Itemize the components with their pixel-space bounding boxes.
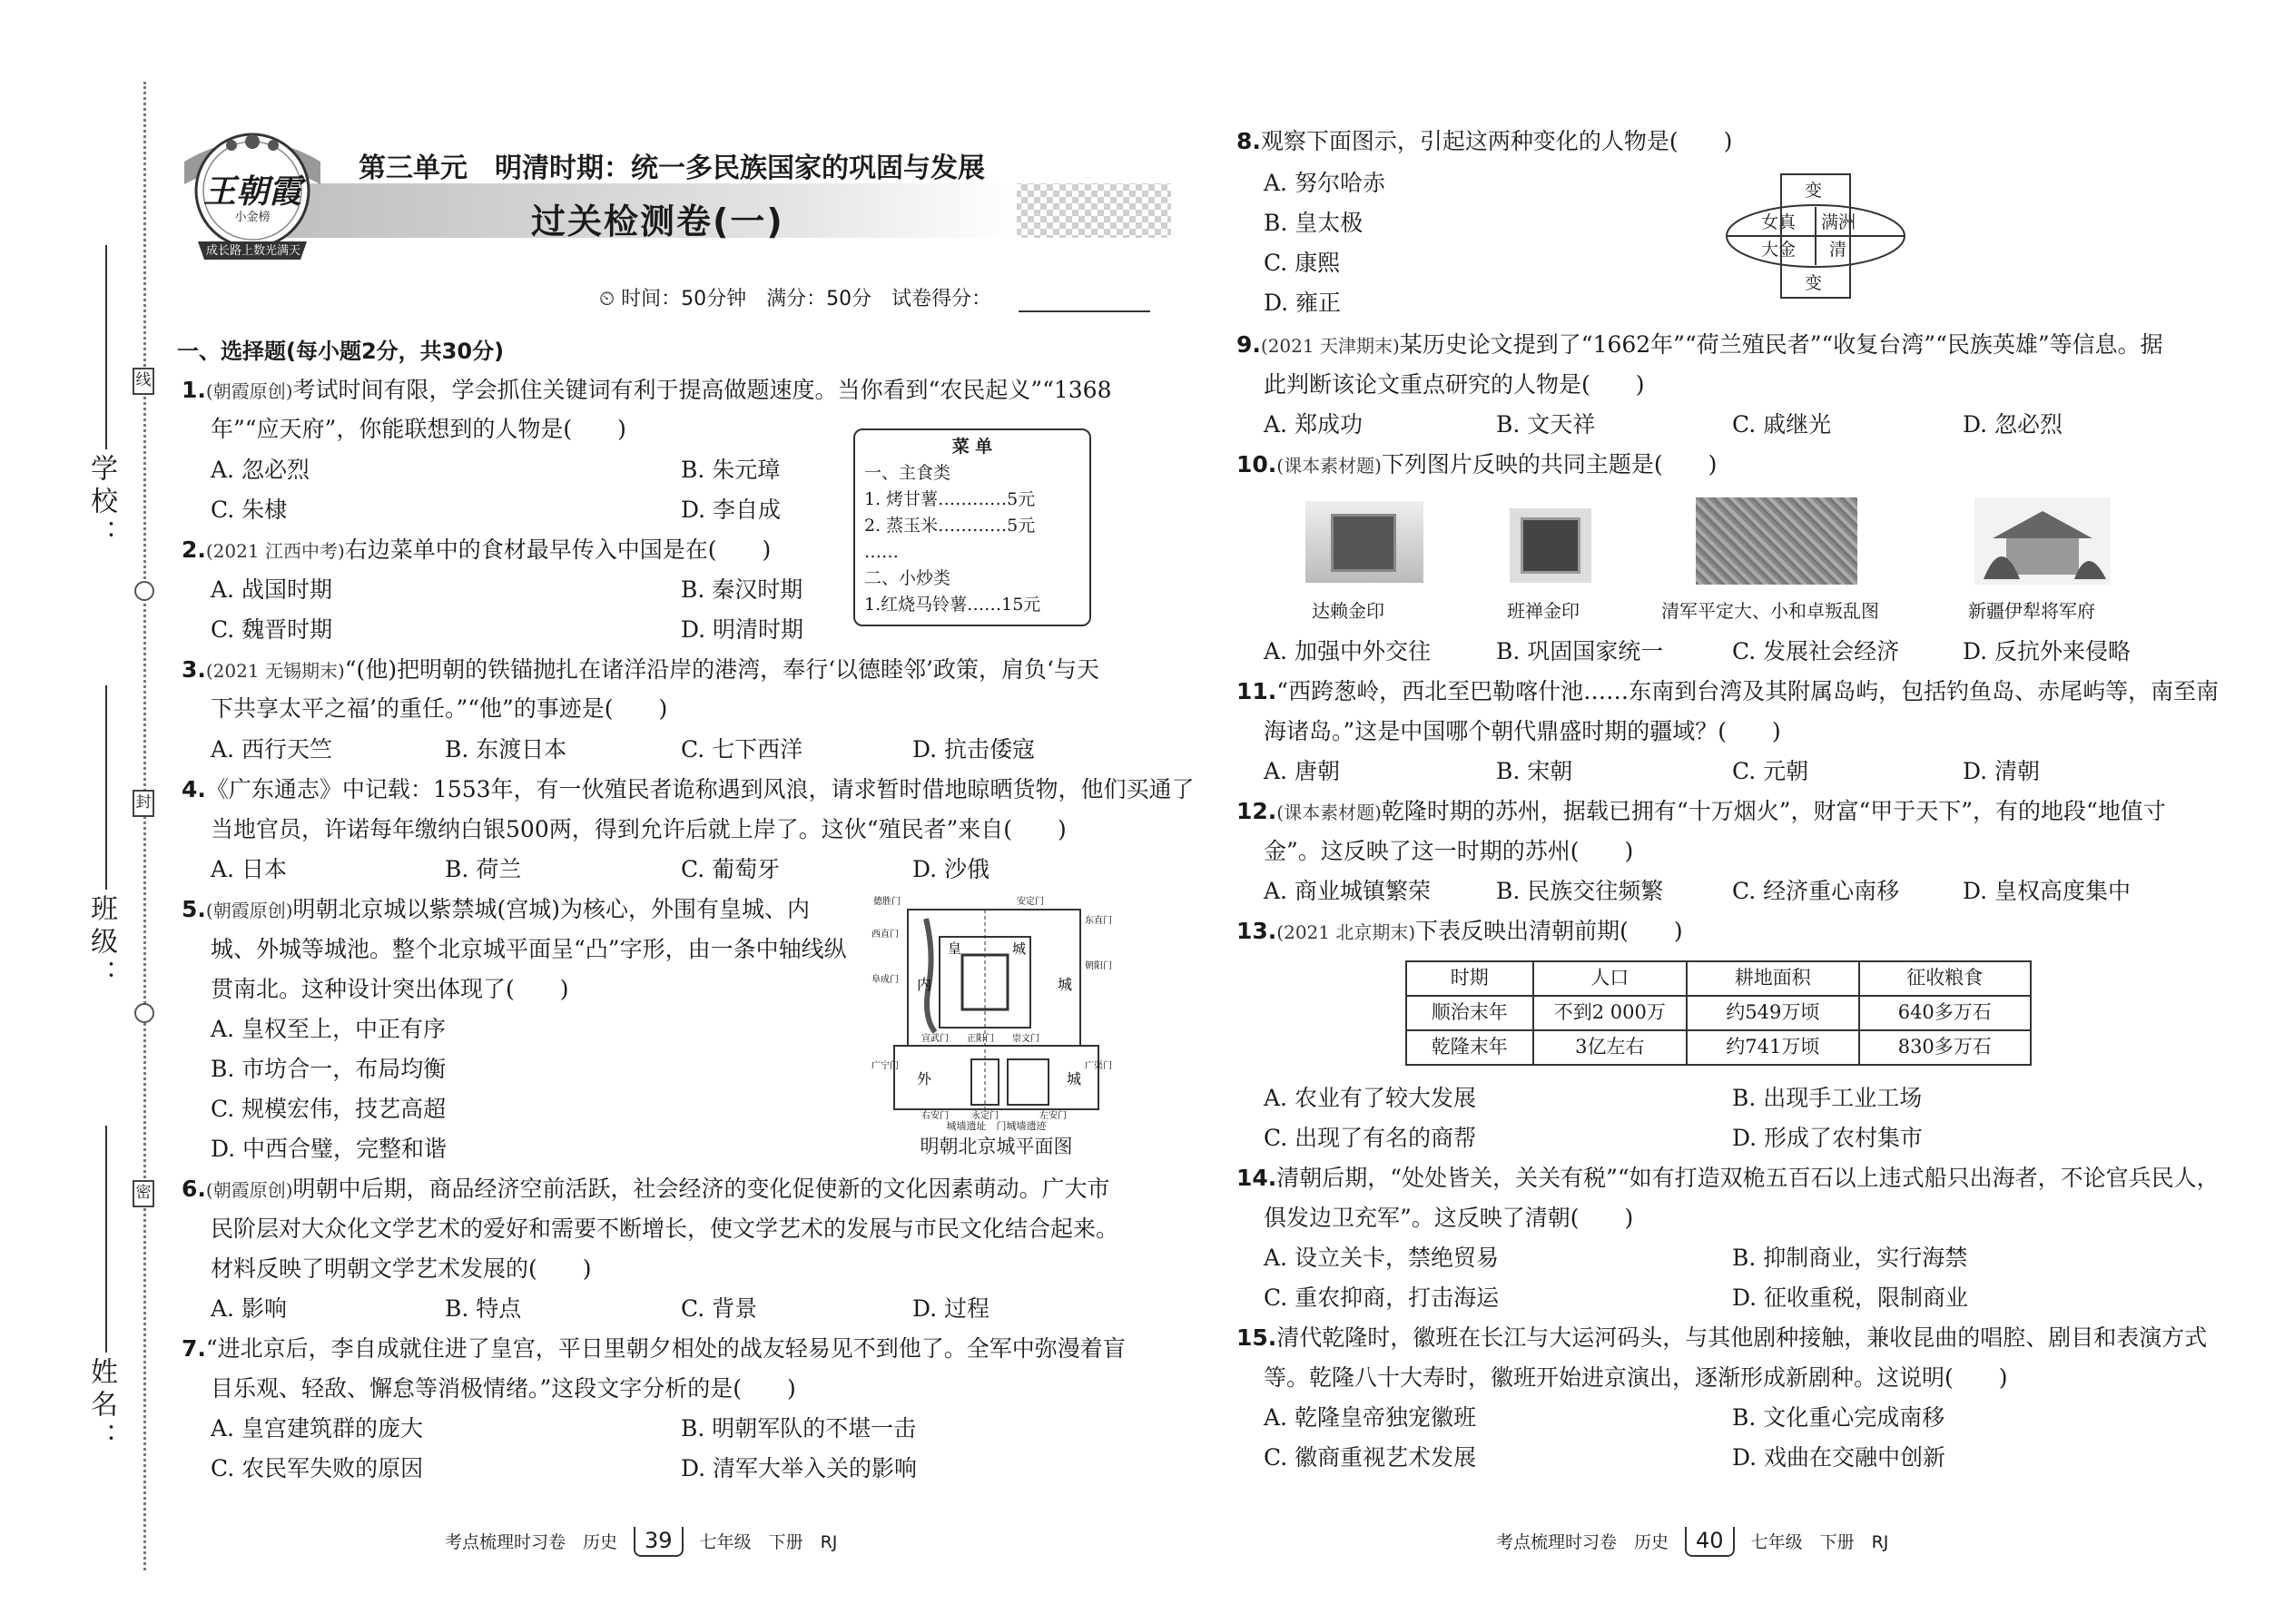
question-11 bbox=[1236, 677, 2219, 707]
logo-motto-right: 数光满天 bbox=[253, 244, 301, 258]
svg-text:城: 城 bbox=[1067, 1070, 1082, 1088]
svg-text:内: 内 bbox=[917, 976, 932, 993]
cut-line bbox=[143, 82, 146, 1570]
option-b[interactable]: B. 文天祥 bbox=[1496, 411, 1596, 438]
option-c[interactable]: C. 戚继光 bbox=[1732, 411, 1832, 438]
question-text-cont: 年”“应天府”，你能联想到的人物是( ) bbox=[211, 416, 626, 442]
question-text: 明朝北京城以紫禁城(宫城)为核心，外围有皇城、内 bbox=[292, 896, 811, 922]
option-b[interactable]: B. 荷兰 bbox=[445, 856, 522, 882]
question-number: 5. bbox=[182, 896, 206, 922]
option-b[interactable]: B. 特点 bbox=[445, 1295, 522, 1322]
option-c[interactable]: C. 发展社会经济 bbox=[1732, 638, 1900, 664]
question-text-cont: 金”。这反映了这一时期的苏州( ) bbox=[1264, 838, 1634, 864]
svg-text:宣武门: 宣武门 bbox=[921, 1034, 949, 1044]
name-label: 姓名： bbox=[85, 1357, 117, 1455]
map-legend: 城墙遗址 门城墙遗迹 bbox=[946, 1120, 1047, 1132]
svg-text:东直门: 东直门 bbox=[1085, 916, 1112, 926]
question-6 bbox=[182, 1175, 1110, 1205]
option-a[interactable]: A. 日本 bbox=[211, 856, 287, 882]
table-cell: 顺治末年 bbox=[1406, 996, 1533, 1030]
option-d[interactable]: D. 形成了农村集市 bbox=[1732, 1125, 1924, 1151]
question-text: 乾隆时期的苏州，据载已拥有“十万烟火”，财富“甲于天下”，有的地段“地值寸 bbox=[1381, 798, 2166, 824]
option-d[interactable]: D. 过程 bbox=[912, 1295, 990, 1322]
option-c[interactable]: C. 康熙 bbox=[1264, 250, 1341, 276]
question-source: (2021 无锡期末) bbox=[205, 660, 345, 682]
question-text: 明朝中后期，商品经济空前活跃，社会经济的变化促使新的文化因素萌动。广大市 bbox=[292, 1176, 1110, 1202]
question-number: 2. bbox=[182, 536, 206, 563]
table-row bbox=[1406, 1030, 2031, 1065]
option-d[interactable]: D. 沙俄 bbox=[912, 856, 990, 882]
question-14 bbox=[1236, 1164, 2220, 1194]
diagram-cell: 大金 bbox=[1761, 240, 1797, 260]
unit-title: 第三单元 明清时期：统一多民族国家的巩固与发展 bbox=[359, 153, 985, 184]
menu-title: 菜 单 bbox=[951, 437, 993, 457]
option-d[interactable]: D. 抗击倭寇 bbox=[912, 736, 1036, 763]
section-heading: 一、选择题(每小题2分，共30分) bbox=[177, 339, 505, 364]
test-meta bbox=[599, 287, 991, 313]
option-d[interactable]: D. 戏曲在交融中创新 bbox=[1732, 1444, 1946, 1471]
menu-line: 1. 烤甘薯…………5元 bbox=[864, 489, 1036, 509]
svg-text:城: 城 bbox=[1012, 940, 1027, 957]
question-text-cont: 当地官员，许诺每年缴纳白银500两，得到允许后就上岸了。这伙“殖民者”来自( ) bbox=[211, 816, 1067, 842]
menu-line: 二、小炒类 bbox=[864, 568, 951, 588]
option-d[interactable]: D. 李自成 bbox=[681, 497, 782, 523]
question-10 bbox=[1236, 450, 1717, 480]
svg-text:永定门: 永定门 bbox=[971, 1111, 999, 1120]
map-caption: 明朝北京城平面图 bbox=[920, 1136, 1073, 1157]
question-text: 清朝后期，“处处皆关，关关有税”“如有打造双桅五百石以上违式船只出海者，不论官兵民人， bbox=[1276, 1165, 2220, 1191]
option-d[interactable]: D. 明清时期 bbox=[681, 616, 804, 643]
footer-grade: 七年级 下册 RJ bbox=[1750, 1532, 1889, 1552]
logo-sub: 小金榜 bbox=[234, 211, 271, 224]
question-text: 下表反映出清朝前期( ) bbox=[1415, 918, 1683, 944]
test-meta-text: 时间：50分钟 满分：50分 试卷得分： bbox=[621, 288, 992, 310]
option-b[interactable]: B. 抑制商业，实行海禁 bbox=[1732, 1245, 1968, 1271]
option-a[interactable]: A. 农业有了较大发展 bbox=[1264, 1085, 1476, 1111]
question-12 bbox=[1236, 797, 2166, 827]
class-label: 班级： bbox=[85, 894, 117, 992]
question-number: 8. bbox=[1236, 128, 1261, 154]
question-number: 11. bbox=[1236, 678, 1277, 704]
question-4 bbox=[182, 775, 1195, 805]
question-7 bbox=[182, 1334, 1126, 1364]
option-c[interactable]: C. 葡萄牙 bbox=[681, 856, 781, 882]
svg-text:广渠门: 广渠门 bbox=[1085, 1061, 1112, 1071]
svg-text:阜成门: 阜成门 bbox=[871, 975, 899, 985]
photo-panchen-seal bbox=[1510, 508, 1591, 583]
option-d[interactable]: D. 忽必烈 bbox=[1963, 411, 2063, 438]
option-a[interactable]: A. 加强中外交往 bbox=[1264, 638, 1431, 664]
question-text-cont: 目乐观、轻敌、懈怠等消极情绪。”这段文字分析的是( ) bbox=[211, 1375, 796, 1402]
svg-text:左安门: 左安门 bbox=[1039, 1111, 1067, 1120]
option-a[interactable]: A. 忽必烈 bbox=[211, 457, 310, 483]
question-text-cont: 下共享太平之福’的重任。”“他”的事迹是( ) bbox=[211, 695, 668, 722]
svg-text:德胜门: 德胜门 bbox=[873, 897, 901, 907]
question-number: 12. bbox=[1236, 798, 1277, 824]
footer-grade: 七年级 下册 RJ bbox=[699, 1532, 838, 1552]
option-a[interactable]: A. 战国时期 bbox=[211, 576, 332, 603]
binding-hole bbox=[134, 581, 154, 601]
svg-text:外: 外 bbox=[917, 1070, 932, 1088]
menu-line: 1.红烧马铃薯……15元 bbox=[864, 595, 1041, 615]
page-number: 39 bbox=[634, 1527, 684, 1557]
option-a[interactable]: A. 商业城镇繁荣 bbox=[1264, 878, 1431, 904]
question-text-cont: 等。乾隆八十大寿时，徽班开始进京演出，逐渐形成新剧种。这说明( ) bbox=[1264, 1364, 2008, 1391]
question-text: 右边菜单中的食材最早传入中国是在( ) bbox=[344, 536, 772, 563]
svg-text:安定门: 安定门 bbox=[1017, 897, 1044, 907]
table-cell: 乾隆末年 bbox=[1406, 1030, 1533, 1065]
school-blank bbox=[105, 245, 107, 449]
question-text: “西跨葱岭，西北至巴勒喀什池……东南到台湾及其附属岛屿，包括钓鱼岛、赤尾屿等，南至南 bbox=[1276, 678, 2220, 704]
option-a[interactable]: A. 唐朝 bbox=[1264, 758, 1340, 784]
option-b[interactable]: B. 明朝军队的不堪一击 bbox=[681, 1415, 917, 1442]
question-text-cont: 此判断该论文重点研究的人物是( ) bbox=[1264, 371, 1645, 398]
table-cell: 830多万石 bbox=[1859, 1030, 2031, 1065]
menu-box bbox=[853, 428, 1091, 626]
option-a[interactable]: A. 影响 bbox=[211, 1295, 287, 1322]
svg-text:崇文门: 崇文门 bbox=[1012, 1034, 1039, 1044]
option-a[interactable]: A. 努尔哈赤 bbox=[1264, 170, 1385, 196]
svg-text:正阳门: 正阳门 bbox=[967, 1034, 994, 1044]
question-3 bbox=[182, 655, 1099, 685]
question-text: “进北京后，李自成就住进了皇宫，平日里朝夕相处的战友轻易见不到他了。全军中弥漫着盲 bbox=[205, 1335, 1126, 1362]
option-a[interactable]: A. 乾隆皇帝独宠徽班 bbox=[1264, 1404, 1476, 1431]
option-c[interactable]: C. 经济重心南移 bbox=[1732, 878, 1900, 904]
table-cell: 640多万石 bbox=[1859, 996, 2031, 1030]
menu-line: …… bbox=[864, 542, 899, 562]
table-header-cell: 人口 bbox=[1533, 961, 1688, 996]
option-a[interactable]: A. 郑成功 bbox=[1264, 411, 1363, 438]
question-text: 《广东通志》中记载：1553年，有一伙殖民者诡称遇到风浪，请求暂时借地晾晒货物，他们买通了 bbox=[205, 776, 1195, 802]
option-c[interactable]: C. 元朝 bbox=[1732, 758, 1809, 784]
brand-logo bbox=[166, 116, 339, 271]
option-d[interactable]: D. 清朝 bbox=[1963, 758, 2041, 784]
svg-text:右安门: 右安门 bbox=[921, 1111, 949, 1120]
menu-line: 一、主食类 bbox=[864, 463, 951, 483]
table-row bbox=[1406, 996, 2031, 1030]
question-text-cont: 海诸岛。”这是中国哪个朝代鼎盛时期的疆域？( ) bbox=[1264, 718, 1781, 744]
question-text-cont: 俱发边卫充军”。这反映了清朝( ) bbox=[1264, 1205, 1634, 1231]
question-number: 13. bbox=[1236, 918, 1277, 944]
question-text-cont: 民阶层对大众化文学艺术的爱好和需要不断增长，使文学艺术的发展与市民文化结合起来。 bbox=[211, 1216, 1119, 1242]
question-source: (2021 天津期末) bbox=[1260, 335, 1400, 357]
option-b[interactable]: B. 宋朝 bbox=[1496, 758, 1573, 784]
photo-caption: 新疆伊犁将军府 bbox=[1968, 600, 2095, 622]
question-source: (朝霞原创) bbox=[205, 380, 293, 402]
question-number: 6. bbox=[182, 1176, 206, 1202]
question-text: 考试时间有限，学会抓住关键词有利于提高做题速度。当你看到“农民起义”“1368 bbox=[292, 377, 1112, 403]
option-b[interactable]: B. 巩固国家统一 bbox=[1496, 638, 1664, 664]
option-b[interactable]: B. 东渡日本 bbox=[445, 736, 567, 763]
option-c[interactable]: C. 七下西洋 bbox=[681, 736, 803, 763]
footer-left bbox=[445, 1527, 837, 1557]
data-table bbox=[1405, 960, 2032, 1066]
question-number: 9. bbox=[1236, 331, 1261, 358]
photo-ili-mansion bbox=[1974, 497, 2111, 585]
option-a[interactable]: A. 设立关卡，禁绝贸易 bbox=[1264, 1245, 1499, 1271]
table-header-cell: 耕地面积 bbox=[1687, 961, 1858, 996]
question-text-cont: 材料反映了明朝文学艺术发展的( ) bbox=[211, 1255, 592, 1282]
binding-hole bbox=[134, 1003, 154, 1023]
question-source: (2021 北京期末) bbox=[1276, 921, 1416, 943]
question-number: 15. bbox=[1236, 1324, 1277, 1351]
question-13 bbox=[1236, 917, 1683, 947]
logo-motto-left: 成长路上 bbox=[206, 244, 254, 258]
question-text: 观察下面图示，引起这两种变化的人物是( ) bbox=[1260, 128, 1733, 154]
question-text-cont: 贯南北。这种设计突出体现了( ) bbox=[211, 976, 569, 1002]
table-cell: 不到2 000万 bbox=[1533, 996, 1688, 1030]
option-c[interactable]: C. 魏晋时期 bbox=[211, 616, 333, 643]
table-cell: 约549万顷 bbox=[1687, 996, 1858, 1030]
svg-text:朝阳门: 朝阳门 bbox=[1085, 961, 1112, 971]
footer-book: 考点梳理时习卷 历史 bbox=[445, 1532, 618, 1552]
svg-text:西直门: 西直门 bbox=[871, 930, 899, 940]
question-text: 某历史论文提到了“1662年”“荷兰殖民者”“收复台湾”“民族英雄”等信息。据 bbox=[1399, 331, 2163, 358]
table-header-cell: 时期 bbox=[1406, 961, 1533, 996]
option-c[interactable]: C. 农民军失败的原因 bbox=[211, 1455, 424, 1481]
option-c[interactable]: C. 重农抑商，打击海运 bbox=[1264, 1284, 1500, 1311]
question-number: 3. bbox=[182, 656, 206, 683]
svg-text:城: 城 bbox=[1058, 976, 1073, 993]
option-a[interactable]: A. 西行天竺 bbox=[211, 736, 332, 763]
table-cell: 约741万顷 bbox=[1687, 1030, 1858, 1065]
binding-mark-line: 线 bbox=[133, 368, 154, 395]
option-b[interactable]: B. 朱元璋 bbox=[681, 457, 781, 483]
option-a[interactable]: A. 皇宫建筑群的庞大 bbox=[211, 1415, 423, 1442]
option-b[interactable]: B. 文化重心完成南移 bbox=[1732, 1404, 1945, 1431]
photo-caption: 清军平定大、小和卓叛乱图 bbox=[1661, 600, 1879, 622]
question-source: (朝霞原创) bbox=[205, 900, 293, 921]
option-c[interactable]: C. 背景 bbox=[681, 1295, 758, 1322]
option-d[interactable]: D. 征收重税，限制商业 bbox=[1732, 1284, 1969, 1311]
question-number: 1. bbox=[182, 377, 206, 403]
clock-icon: ⏲ bbox=[599, 288, 615, 310]
logo-text: 王朝霞 bbox=[202, 172, 301, 211]
binding-mark-secret: 密 bbox=[133, 1180, 154, 1207]
score-blank[interactable] bbox=[1019, 310, 1150, 312]
question-1 bbox=[182, 376, 1111, 406]
option-d[interactable]: D. 清军大举入关的影响 bbox=[681, 1455, 918, 1481]
footer-right bbox=[1496, 1527, 1888, 1557]
option-b[interactable]: B. 市坊合一，布局均衡 bbox=[211, 1056, 447, 1082]
question-text: 下列图片反映的共同主题是( ) bbox=[1381, 451, 1718, 477]
question-text: 清代乾隆时，徽班在长江与大运河码头，与其他剧种接触，兼收昆曲的唱腔、剧目和表演方式 bbox=[1276, 1324, 2208, 1351]
class-blank bbox=[105, 685, 107, 890]
question-8 bbox=[1236, 127, 1732, 157]
question-source: (朝霞原创) bbox=[205, 1179, 293, 1201]
question-text: “(他)把明朝的铁锚抛扎在诸洋沿岸的港湾，奉行‘以德睦邻’政策，肩负‘与天 bbox=[344, 656, 1099, 683]
question-source: (2021 江西中考) bbox=[205, 540, 345, 562]
question-number: 10. bbox=[1236, 451, 1277, 477]
option-b[interactable]: B. 秦汉时期 bbox=[681, 576, 803, 603]
svg-text:广宁门: 广宁门 bbox=[871, 1061, 899, 1071]
option-b[interactable]: B. 皇太极 bbox=[1264, 210, 1364, 236]
option-c[interactable]: C. 出现了有名的商帮 bbox=[1264, 1125, 1477, 1151]
question-5 bbox=[182, 895, 810, 925]
footer-book: 考点梳理时习卷 历史 bbox=[1496, 1532, 1669, 1552]
beijing-map bbox=[871, 882, 1121, 1155]
diagram-cell: 女真 bbox=[1761, 212, 1797, 232]
question-9 bbox=[1236, 330, 2163, 360]
change-diagram bbox=[1725, 172, 1906, 300]
option-d[interactable]: D. 雍正 bbox=[1264, 290, 1342, 316]
diagram-cell: 满洲 bbox=[1821, 212, 1856, 232]
option-b[interactable]: B. 民族交往频繁 bbox=[1496, 878, 1664, 904]
option-c[interactable]: C. 规模宏伟，技艺高超 bbox=[211, 1096, 447, 1122]
svg-text:皇: 皇 bbox=[948, 940, 962, 957]
page-number: 40 bbox=[1685, 1527, 1735, 1557]
option-c[interactable]: C. 徽商重视艺术发展 bbox=[1264, 1444, 1477, 1471]
option-a[interactable]: A. 皇权至上，中正有序 bbox=[211, 1016, 446, 1042]
table-header bbox=[1406, 961, 2031, 996]
option-d[interactable]: D. 中西合璧，完整和谐 bbox=[211, 1136, 448, 1162]
diagram-cell: 清 bbox=[1829, 240, 1847, 260]
table-header-cell: 征收粮食 bbox=[1859, 961, 2031, 996]
question-number: 4. bbox=[182, 776, 206, 802]
option-c[interactable]: C. 朱棣 bbox=[211, 497, 288, 523]
test-title: 过关检测卷(一) bbox=[531, 202, 784, 241]
diagram-bottom: 变 bbox=[1805, 273, 1823, 293]
question-15 bbox=[1236, 1324, 2207, 1353]
diagram-top: 变 bbox=[1805, 181, 1823, 201]
name-blank bbox=[105, 1126, 107, 1353]
binding-mark-seal: 封 bbox=[133, 790, 154, 817]
option-d[interactable]: D. 皇权高度集中 bbox=[1963, 878, 2132, 904]
question-2 bbox=[182, 536, 771, 566]
question-number: 7. bbox=[182, 1335, 206, 1362]
photo-caption: 达赖金印 bbox=[1312, 600, 1384, 622]
photo-caption: 班禅金印 bbox=[1507, 600, 1580, 622]
question-text-cont: 城、外城等城池。整个北京城平面呈“凸”字形，由一条中轴线纵 bbox=[211, 936, 847, 962]
menu-line: 2. 蒸玉米…………5元 bbox=[864, 516, 1036, 536]
question-source: (课本素材题) bbox=[1276, 455, 1382, 477]
option-b[interactable]: B. 出现手工业工场 bbox=[1732, 1085, 1923, 1111]
question-number: 14. bbox=[1236, 1165, 1277, 1191]
photo-qing-battle bbox=[1696, 497, 1857, 585]
binding-margin bbox=[0, 0, 163, 1624]
table-cell: 3亿左右 bbox=[1533, 1030, 1688, 1065]
photo-dalai-seal bbox=[1305, 501, 1423, 583]
question-source: (课本素材题) bbox=[1276, 802, 1382, 823]
option-d[interactable]: D. 反抗外来侵略 bbox=[1963, 638, 2132, 664]
school-label: 学校： bbox=[85, 454, 117, 552]
